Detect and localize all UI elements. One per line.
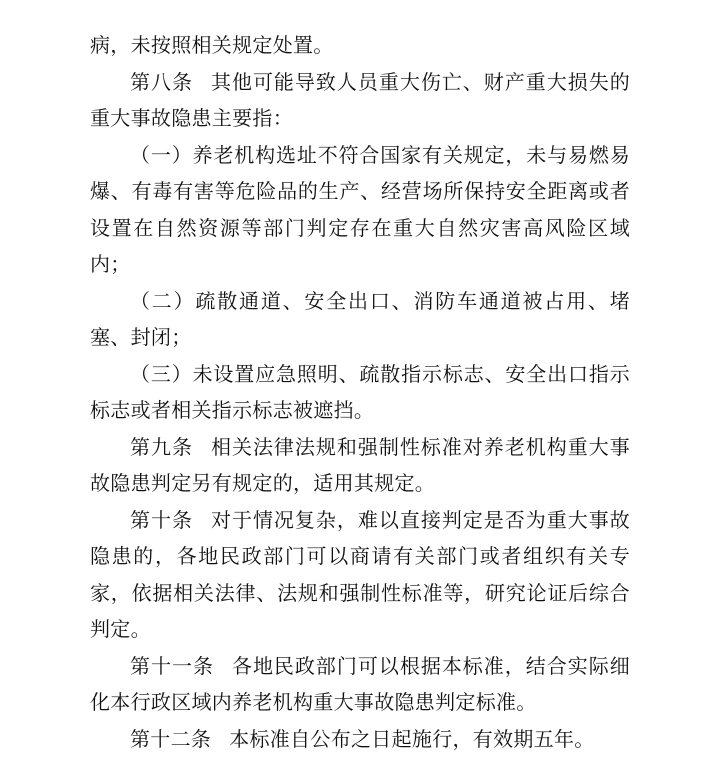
paragraph-continuation: [90, 27, 630, 64]
paragraph-text: （三）未设置应急照明、疏散指示标志、安全出口指示标志或者相关指示标志被遮挡。: [90, 362, 630, 423]
paragraph-text: 对于情况复杂，难以直接判定是否为重大事故隐患的，各地民政部门可以商请有关部门或者组织有关专家，依据相关法律、法规和强制性标准等，研究论证后综合判定。: [90, 508, 630, 642]
article-8-item-2: [90, 283, 630, 356]
article-11: [90, 648, 630, 721]
article-8: [90, 64, 630, 137]
article-number: 第八条: [130, 70, 193, 94]
paragraph-text: （一）养老机构选址不符合国家有关规定，未与易燃易爆、有毒有害等危险品的生产、经营场所保持安全距离或者设置在自然资源等部门判定存在重大自然灾害高风险区域内；: [90, 143, 630, 277]
paragraph-text: 相关法律法规和强制性标准对养老机构重大事故隐患判定另有规定的，适用其规定。: [90, 435, 630, 496]
article-8-item-3: [90, 356, 630, 429]
document-page: [90, 27, 630, 757]
article-12: [90, 721, 630, 757]
paragraph-text: 本标准自公布之日起施行，有效期五年。: [229, 727, 594, 751]
paragraph-text: 其他可能导致人员重大伤亡、财产重大损失的重大事故隐患主要指：: [90, 70, 630, 131]
article-number: 第十一条: [130, 654, 214, 678]
paragraph-text: 病，未按照相关规定处置。: [90, 33, 334, 57]
article-number: 第十条: [130, 508, 193, 532]
article-10: [90, 502, 630, 648]
article-number: 第十二条: [130, 727, 211, 751]
paragraph-text: （二）疏散通道、安全出口、消防车通道被占用、堵塞、封闭；: [90, 289, 630, 350]
article-number: 第九条: [130, 435, 193, 459]
article-8-item-1: [90, 137, 630, 283]
article-9: [90, 429, 630, 502]
paragraph-text: 各地民政部门可以根据本标准，结合实际细化本行政区域内养老机构重大事故隐患判定标准。: [90, 654, 630, 715]
